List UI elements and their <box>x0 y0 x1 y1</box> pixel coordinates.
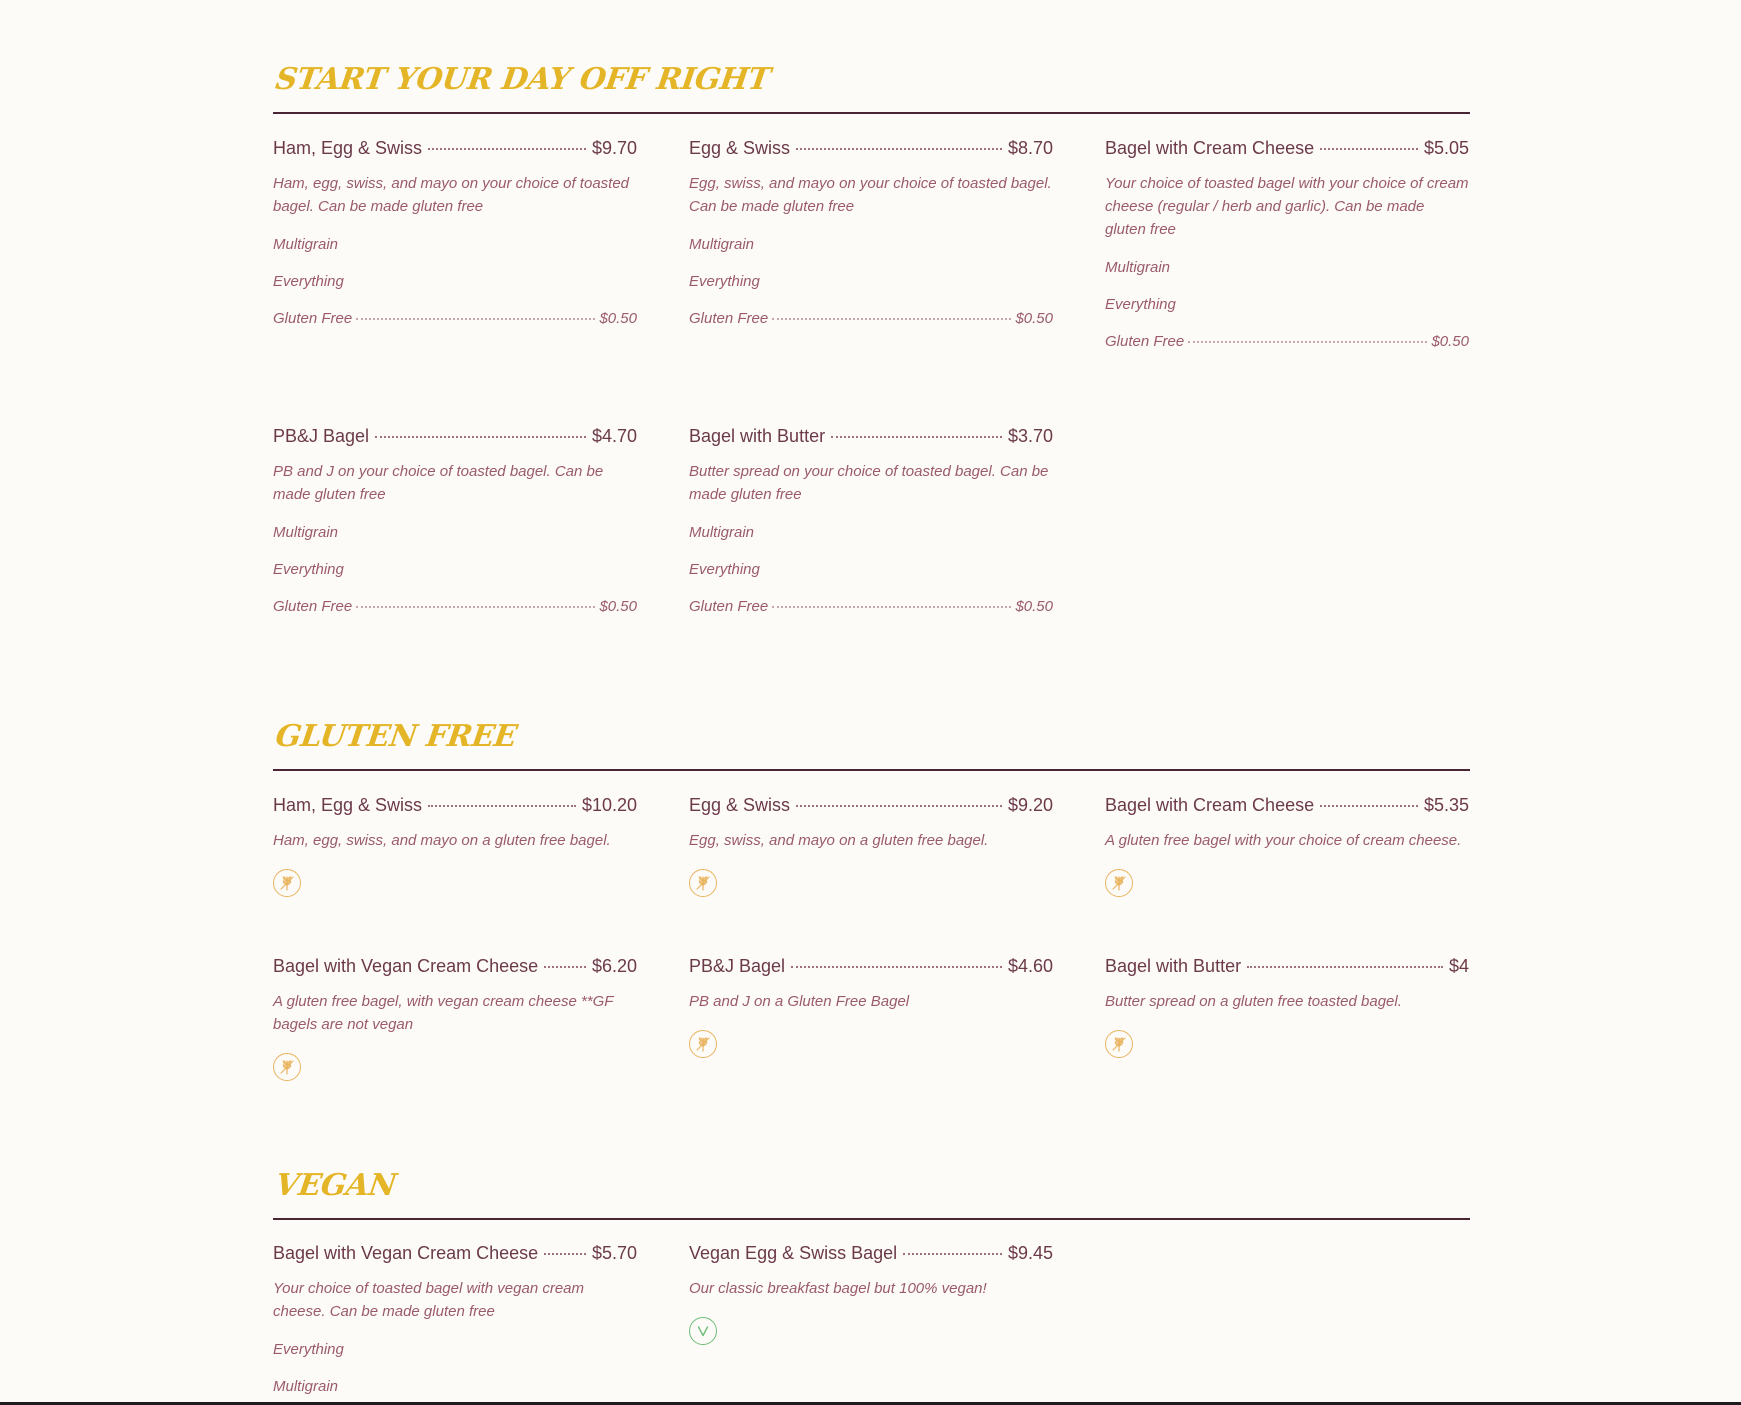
menu-item[interactable] <box>1105 793 1469 897</box>
item-name: PB&J Bagel <box>689 956 786 976</box>
item-option[interactable] <box>689 560 1053 580</box>
option-label: Gluten Free <box>273 598 353 615</box>
item-name: PB&J Bagel <box>273 426 370 446</box>
item-description: Our classic breakfast bagel but 100% vegan! <box>689 1280 987 1297</box>
item-header <box>273 954 637 978</box>
menu-item[interactable] <box>689 793 1053 897</box>
item-header <box>273 793 637 817</box>
section-vegan <box>273 1166 1470 1220</box>
item-option[interactable] <box>689 272 1053 292</box>
option-label: Multigrain <box>1105 259 1171 276</box>
item-name: Bagel with Vegan Cream Cheese <box>273 1243 539 1263</box>
option-label: Everything <box>689 273 760 290</box>
item-header <box>273 1241 637 1265</box>
item-name: Bagel with Vegan Cream Cheese <box>273 956 539 976</box>
option-label: Everything <box>273 273 344 290</box>
item-option[interactable] <box>273 272 637 292</box>
item-option[interactable] <box>273 560 637 580</box>
item-option[interactable] <box>689 309 1053 329</box>
item-header <box>1105 136 1469 160</box>
menu-item[interactable] <box>273 136 637 329</box>
dot-leader <box>1188 341 1427 343</box>
item-header <box>1105 793 1469 817</box>
dot-leader <box>544 1253 586 1255</box>
item-option[interactable] <box>689 523 1053 543</box>
dot-leader <box>356 606 595 608</box>
item-price: $5.70 <box>591 1243 637 1263</box>
section-start-your-day <box>273 60 1470 114</box>
item-price: $9.45 <box>1007 1243 1053 1263</box>
item-description: Your choice of toasted bagel with vegan cream cheese. Can be made gluten free <box>273 1280 585 1320</box>
item-option[interactable] <box>273 235 637 255</box>
item-header <box>689 424 1053 448</box>
item-header <box>1105 954 1469 978</box>
option-label: Multigrain <box>273 524 339 541</box>
menu-item[interactable] <box>689 136 1053 329</box>
section-divider <box>273 769 1470 771</box>
menu-item[interactable] <box>273 793 637 897</box>
item-description: Ham, egg, swiss, and mayo on your choice of toasted bagel. Can be made gluten free <box>273 175 630 215</box>
item-description: A gluten free bagel with your choice of cream cheese. <box>1105 832 1462 849</box>
option-label: Multigrain <box>689 524 755 541</box>
item-option[interactable] <box>689 597 1053 617</box>
item-name: Bagel with Cream Cheese <box>1105 138 1315 158</box>
item-option[interactable] <box>273 309 637 329</box>
option-label: Everything <box>1105 296 1176 313</box>
option-label: Gluten Free <box>689 598 769 615</box>
item-name: Bagel with Butter <box>689 426 826 446</box>
section-divider <box>273 112 1470 114</box>
dot-leader <box>791 966 1002 968</box>
option-price: $0.50 <box>1015 598 1053 615</box>
option-price: $0.50 <box>1431 333 1469 350</box>
dot-leader <box>544 966 586 968</box>
item-option[interactable] <box>273 597 637 617</box>
item-option[interactable] <box>273 523 637 543</box>
item-price: $5.35 <box>1423 795 1469 815</box>
option-label: Everything <box>273 561 344 578</box>
gluten-free-icon <box>689 1030 717 1058</box>
item-option[interactable] <box>273 1340 637 1360</box>
dot-leader <box>796 148 1002 150</box>
option-label: Multigrain <box>273 236 339 253</box>
item-price: $9.20 <box>1007 795 1053 815</box>
menu-item[interactable] <box>689 424 1053 617</box>
item-description: Ham, egg, swiss, and mayo on a gluten free bagel. <box>273 832 611 849</box>
option-label: Multigrain <box>689 236 755 253</box>
item-header <box>273 424 637 448</box>
item-name: Egg & Swiss <box>689 138 791 158</box>
item-header <box>273 136 637 160</box>
item-description: Egg, swiss, and mayo on your choice of toasted bagel. Can be made gluten free <box>689 175 1052 215</box>
item-header <box>689 1241 1053 1265</box>
gluten-free-icon <box>1105 1030 1133 1058</box>
option-label: Gluten Free <box>273 310 353 327</box>
dot-leader <box>903 1253 1002 1255</box>
option-label: Everything <box>689 561 760 578</box>
dot-leader <box>428 805 576 807</box>
item-price: $9.70 <box>591 138 637 158</box>
option-price: $0.50 <box>599 598 637 615</box>
item-price: $3.70 <box>1007 426 1053 446</box>
item-name: Ham, Egg & Swiss <box>273 138 423 158</box>
item-option[interactable] <box>689 235 1053 255</box>
section-divider <box>273 1218 1470 1220</box>
dot-leader <box>1247 966 1443 968</box>
gluten-free-icon <box>1105 869 1133 897</box>
option-price: $0.50 <box>1015 310 1053 327</box>
section-title: GLUTEN FREE <box>273 719 520 754</box>
gluten-free-icon <box>273 869 301 897</box>
option-label: Gluten Free <box>1105 333 1185 350</box>
item-price: $10.20 <box>581 795 637 815</box>
item-option[interactable] <box>1105 295 1469 315</box>
dot-leader <box>1320 805 1418 807</box>
dot-leader <box>356 318 595 320</box>
dot-leader <box>772 318 1011 320</box>
item-option[interactable] <box>1105 332 1469 352</box>
item-description: Your choice of toasted bagel with your choice of cream cheese (regular / herb and garlic). Can be made gluten free <box>1105 175 1469 238</box>
dot-leader <box>772 606 1011 608</box>
option-label: Gluten Free <box>689 310 769 327</box>
section-title: VEGAN <box>273 1168 399 1203</box>
item-description: PB and J on your choice of toasted bagel. Can be made gluten free <box>273 463 604 503</box>
option-price: $0.50 <box>599 310 637 327</box>
item-option[interactable] <box>1105 258 1469 278</box>
option-label: Everything <box>273 1341 344 1358</box>
section-title: START YOUR DAY OFF RIGHT <box>273 62 773 97</box>
menu-item[interactable] <box>273 954 637 1081</box>
item-description: Butter spread on your choice of toasted bagel. Can be made gluten free <box>689 463 1049 503</box>
vegan-icon <box>689 1317 717 1345</box>
dot-leader <box>831 436 1002 438</box>
option-label: Multigrain <box>273 1378 339 1395</box>
dot-leader <box>1320 148 1418 150</box>
item-description: Butter spread on a gluten free toasted bagel. <box>1105 993 1402 1010</box>
menu-item[interactable] <box>1105 136 1469 352</box>
item-header <box>689 793 1053 817</box>
item-price: $4.70 <box>591 426 637 446</box>
item-price: $4 <box>1448 956 1469 976</box>
item-name: Bagel with Butter <box>1105 956 1242 976</box>
item-name: Egg & Swiss <box>689 795 791 815</box>
dot-leader <box>428 148 586 150</box>
item-price: $8.70 <box>1007 138 1053 158</box>
section-gluten-free <box>273 717 1470 771</box>
item-header <box>689 136 1053 160</box>
item-price: $4.60 <box>1007 956 1053 976</box>
dot-leader <box>796 805 1002 807</box>
item-name: Vegan Egg & Swiss Bagel <box>689 1243 898 1263</box>
dot-leader <box>375 436 586 438</box>
item-name: Ham, Egg & Swiss <box>273 795 423 815</box>
item-option[interactable] <box>273 1377 637 1397</box>
gluten-free-icon <box>689 869 717 897</box>
item-price: $6.20 <box>591 956 637 976</box>
menu-item[interactable] <box>689 1241 1053 1345</box>
item-price: $5.05 <box>1423 138 1469 158</box>
item-description: A gluten free bagel, with vegan cream cheese **GF bagels are not vegan <box>273 993 614 1033</box>
menu-item[interactable] <box>273 1241 637 1397</box>
gluten-free-icon <box>273 1053 301 1081</box>
menu-item[interactable] <box>689 954 1053 1058</box>
item-description: Egg, swiss, and mayo on a gluten free bagel. <box>689 832 989 849</box>
item-header <box>689 954 1053 978</box>
item-description: PB and J on a Gluten Free Bagel <box>689 993 910 1010</box>
menu-item[interactable] <box>273 424 637 617</box>
item-name: Bagel with Cream Cheese <box>1105 795 1315 815</box>
menu-item[interactable] <box>1105 954 1469 1058</box>
